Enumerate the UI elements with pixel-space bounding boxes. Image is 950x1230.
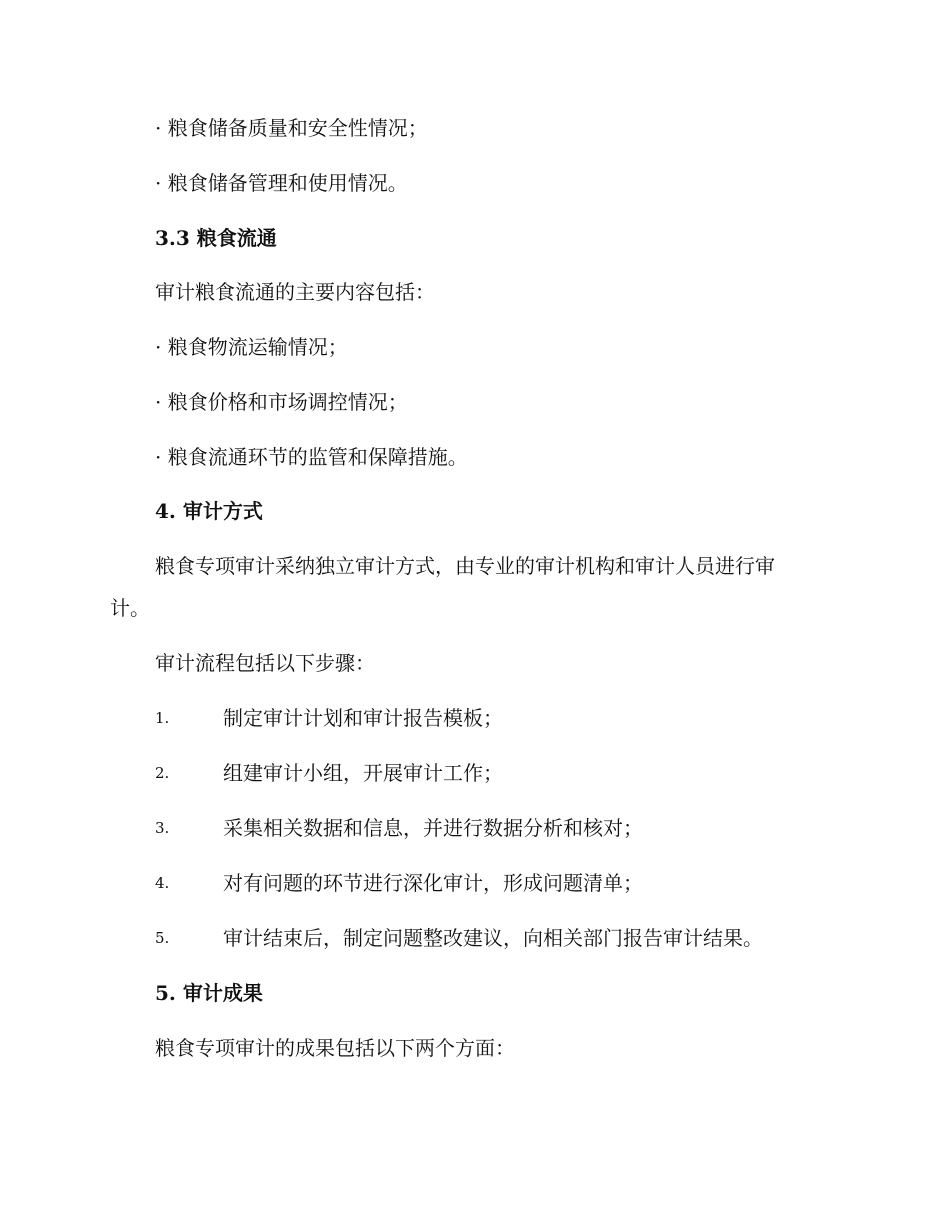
section-intro: 审计粮食流通的主要内容包括： [155,280,435,304]
step-number: 5. [155,929,170,947]
paragraph-line: 计。 [110,596,150,620]
step-number: 3. [155,819,170,837]
paragraph-line: 粮食专项审计采纳独立审计方式，由专业的审计机构和审计人员进行审 [155,554,775,578]
bullet-item: · 粮食物流运输情况； [155,335,348,359]
process-intro: 审计流程包括以下步骤： [155,651,375,675]
section-heading-4: 4. 审计方式 [155,499,263,523]
section-intro: 粮食专项审计的成果包括以下两个方面： [155,1036,515,1060]
bullet-item: · 粮食储备质量和安全性情况； [155,116,428,140]
step-text: 制定审计计划和审计报告模板； [223,706,503,730]
step-text: 对有问题的环节进行深化审计，形成问题清单； [223,871,643,895]
step-text: 采集相关数据和信息，并进行数据分析和核对； [223,816,643,840]
step-number: 2. [155,764,170,782]
step-number: 1. [155,709,170,727]
section-heading-5: 5. 审计成果 [155,981,263,1005]
bullet-item: · 粮食储备管理和使用情况。 [155,171,408,195]
step-text: 审计结束后，制定问题整改建议，向相关部门报告审计结果。 [223,926,763,950]
bullet-item: · 粮食流通环节的监管和保障措施。 [155,445,468,469]
step-number: 4. [155,874,170,892]
section-heading-3-3: 3.3 粮食流通 [155,226,277,250]
bullet-item: · 粮食价格和市场调控情况； [155,390,408,414]
step-text: 组建审计小组，开展审计工作； [223,761,503,785]
